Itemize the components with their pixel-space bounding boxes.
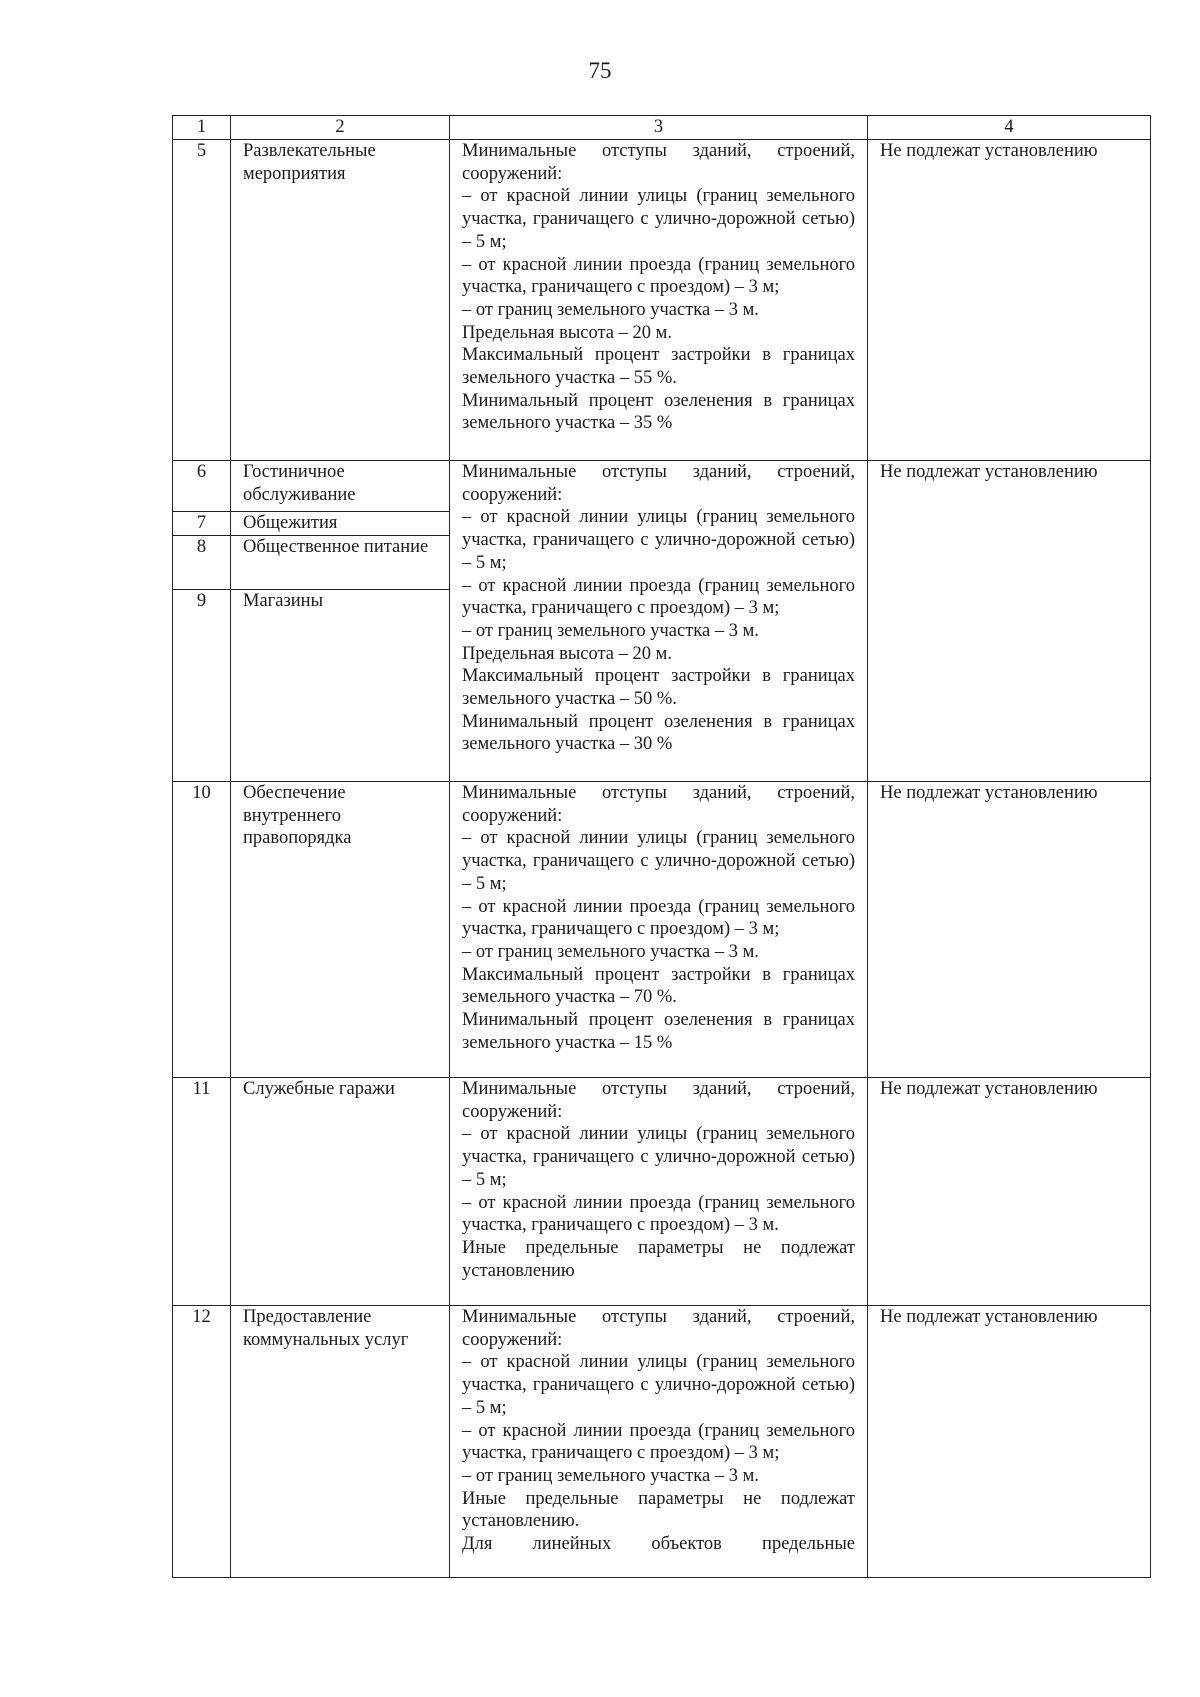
- table-row: [173, 1306, 1151, 1578]
- param-line: Минимальный процент озеленения в границах земельного участка – 15 %: [462, 1010, 855, 1053]
- param-line: – от красной линии проезда (границ земельного участка, граничащего с проездом) – 3 м;: [462, 575, 855, 619]
- other-parameters: Не подлежат установлению: [868, 140, 1151, 461]
- other-parameters: Не подлежат установлению: [868, 782, 1151, 1078]
- regulations-table: [172, 115, 1151, 1578]
- param-line: – от красной линии улицы (границ земельного участка, граничащего с улично-дорожной сетью) – 5 м;: [462, 1124, 855, 1190]
- other-parameters: Не подлежат установлению: [868, 1306, 1151, 1578]
- use-name: Служебные гаражи: [231, 1078, 450, 1306]
- use-name: Общественное питание: [231, 536, 450, 590]
- param-line: – от границ земельного участка – 3 м.: [462, 1465, 759, 1486]
- param-line: – от красной линии проезда (границ земельного участка, граничащего с проездом) – 3 м;: [462, 896, 855, 940]
- table-row: [173, 782, 1151, 1078]
- row-number: 5: [173, 140, 231, 461]
- row-number: 7: [173, 512, 231, 536]
- param-line: Минимальные отступы зданий, строений, сооружений:: [462, 1079, 855, 1122]
- use-name: Обеспечение внутреннего правопорядка: [231, 782, 450, 1078]
- table-row: [173, 461, 1151, 512]
- param-line: – от границ земельного участка – 3 м.: [462, 620, 759, 641]
- param-line: Минимальные отступы зданий, строений, сооружений:: [462, 141, 855, 184]
- row-number: 9: [173, 590, 231, 782]
- param-line: Предельная высота – 20 м.: [462, 643, 672, 664]
- row-number: 10: [173, 782, 231, 1078]
- param-line: – от красной линии улицы (границ земельного участка, граничащего с улично-дорожной сетью) – 5 м;: [462, 507, 855, 573]
- param-line: Минимальные отступы зданий, строений, сооружений:: [462, 462, 855, 505]
- param-line: – от красной линии улицы (границ земельного участка, граничащего с улично-дорожной сетью) – 5 м;: [462, 1352, 855, 1418]
- param-line: Предельная высота – 20 м.: [462, 322, 672, 343]
- header-cell: 1: [173, 116, 231, 140]
- param-line: Максимальный процент застройки в границах земельного участка – 55 %.: [462, 345, 855, 389]
- param-line: – от красной линии проезда (границ земельного участка, граничащего с проездом) – 3 м.: [462, 1192, 855, 1236]
- param-line: – от красной линии проезда (границ земельного участка, граничащего с проездом) – 3 м;: [462, 1420, 855, 1464]
- parameters-cell: [450, 1078, 868, 1306]
- param-line: Минимальный процент озеленения в границах земельного участка – 35 %: [462, 390, 855, 434]
- param-line: – от границ земельного участка – 3 м.: [462, 941, 759, 962]
- row-number: 6: [173, 461, 231, 512]
- param-line: Минимальные отступы зданий, строений, сооружений:: [462, 783, 855, 826]
- table-row: [173, 140, 1151, 461]
- param-line: Иные предельные параметры не подлежат установлению.: [462, 1488, 855, 1532]
- use-name: Гостиничное обслуживание: [231, 461, 450, 512]
- param-line: Максимальный процент застройки в границах земельного участка – 50 %.: [462, 666, 855, 710]
- param-line: – от красной линии проезда (границ земельного участка, граничащего с проездом) – 3 м;: [462, 254, 855, 298]
- parameters-cell: [450, 1306, 868, 1578]
- param-line: – от границ земельного участка – 3 м.: [462, 299, 759, 320]
- row-number: 11: [173, 1078, 231, 1306]
- other-parameters: Не подлежат установлению: [868, 1078, 1151, 1306]
- parameters-cell: [450, 461, 868, 782]
- param-line: Минимальные отступы зданий, строений, сооружений:: [462, 1307, 855, 1350]
- use-name: Общежития: [231, 512, 450, 536]
- row-number: 12: [173, 1306, 231, 1578]
- use-name: Предоставление коммунальных услуг: [231, 1306, 450, 1578]
- param-line: Минимальный процент озеленения в границах земельного участка – 30 %: [462, 711, 855, 755]
- param-line: – от красной линии улицы (границ земельного участка, граничащего с улично-дорожной сетью) – 5 м;: [462, 186, 855, 252]
- use-name: Магазины: [231, 590, 450, 782]
- header-cell: 2: [231, 116, 450, 140]
- use-name: Развлекательные мероприятия: [231, 140, 450, 461]
- param-line: – от красной линии улицы (границ земельного участка, граничащего с улично-дорожной сетью) – 5 м;: [462, 828, 855, 894]
- row-number: 8: [173, 536, 231, 590]
- header-cell: 3: [450, 116, 868, 140]
- parameters-cell: [450, 140, 868, 461]
- header-cell: 4: [868, 116, 1151, 140]
- parameters-cell: [450, 782, 868, 1078]
- param-line: Для линейных объектов предельные: [462, 1534, 855, 1555]
- param-line: Максимальный процент застройки в границах земельного участка – 70 %.: [462, 964, 855, 1008]
- table-row: [173, 1078, 1151, 1306]
- page-number: 75: [588, 58, 612, 83]
- table-header-row: [173, 116, 1151, 140]
- other-parameters: Не подлежат установлению: [868, 461, 1151, 782]
- param-line: Иные предельные параметры не подлежат установлению: [462, 1237, 855, 1281]
